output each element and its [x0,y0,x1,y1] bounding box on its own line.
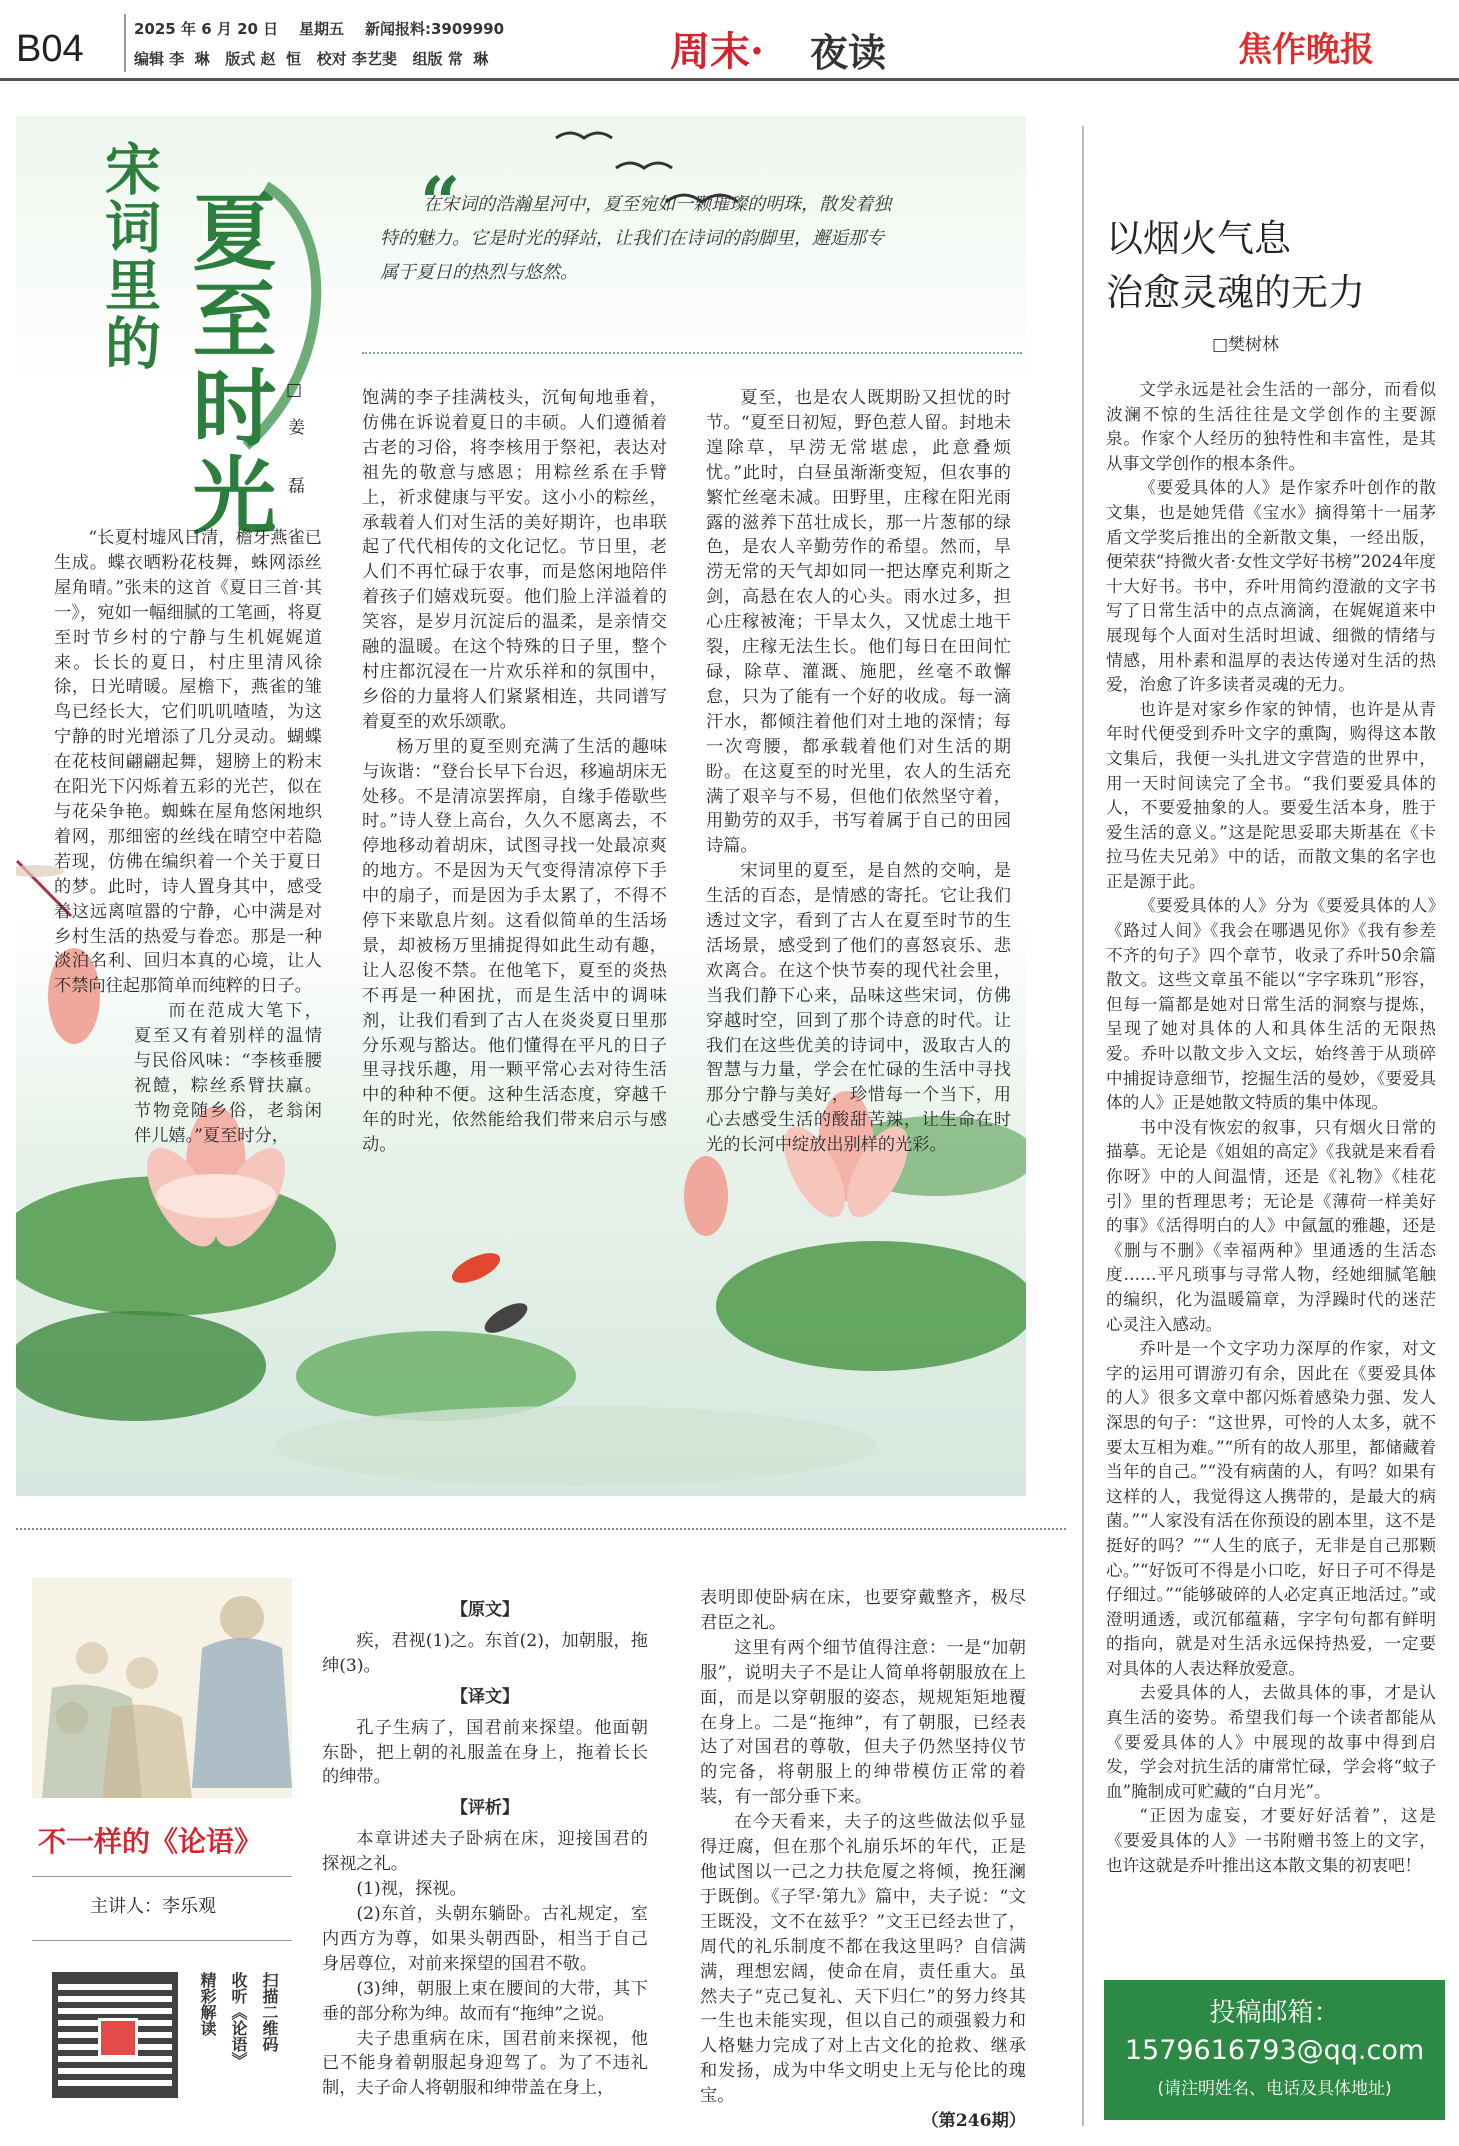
translation-text: 孔子生病了，国君前来探望。他面朝东卧，把上朝的礼服盖在身上，拖着长长的绅带。 [322,1717,648,1788]
qr-logo-icon [98,2018,138,2058]
divider [32,1940,292,1941]
column-divider [1082,126,1084,2126]
sketch-figures-icon [32,1578,292,1798]
qr-caption-1: 扫描二维码 [260,1972,279,2052]
paragraph: 夫子患重病在床，国君前来探视，他已不能身着朝服起身迎驾了。为了不违礼制，夫子命人将朝服和绅带盖在身上， [322,2028,648,2099]
newspaper-logo: 焦作晚报 [1238,30,1374,70]
qr-caption-3: 精彩解读 [198,1972,217,2036]
paragraph: (2)东首，头朝东躺卧。古礼规定，室内西方为尊，如果头朝西卧，相当于自己身居尊位，对前来探望的国君不敬。 [322,1903,648,1974]
email-label: 投稿邮箱： [1209,1998,1340,2028]
column-title: 不一样的《论语》 [38,1825,263,1858]
header-divider [124,14,126,72]
header-date-line: 2025 年 6 月 20 日 星期五 新闻报料:3909990 [134,20,505,38]
feature-pull-quote: 在宋词的浩瀚星河中，夏至宛如一颗璀璨的明珠，散发着独特的魅力。它是时光的驿站，让我们在诗词的韵脚里，邂逅那专属于夏日的热烈与悠然。 [380,194,892,283]
paragraph: 饱满的李子挂满枝头，沉甸甸地垂着，仿佛在诉说着夏日的丰硕。人们遵循着古老的习俗，将李核用于祭祀，表达对祖先的敬意与感恩；用粽丝系在手臂上，祈求健康与平安。这小小的粽丝，承载着人们对生活的美好期许，也串联起了代代相传的文化记忆。节日里，老人们不再忙碌于农事，而是悠闲地陪伴着孩子们嬉戏玩耍。他们脸上洋溢着的笑容，是岁月沉淀后的温柔，是亲情交融的温暖。在这个特殊的日子里，整个村庄都沉浸在一片欢乐祥和的氛围中，乡俗的力量将人们紧紧相连，共同谱写着夏至的欢乐颂歌。 [362,388,667,732]
feature-title-small: 宋词里的 [96,140,161,372]
header-staff-line: 编辑 李 琳 版式 赵 恒 校对 李艺斐 组版 常 琳 [134,50,489,68]
feature-column-2 [362,386,667,1158]
submission-email-box [1104,1980,1445,2120]
paragraph: 书中没有恢宏的叙事，只有烟火日常的描摹。无论是《姐姐的高定》《我就是来看看你呀》中的人间温情，还是《礼物》《桂花引》里的哲理思考；无论是《薄荷一样美好的事》《活得明白的人》中氤氲的雅趣，还是《删与不删》《幸福两种》里通透的生活态度……平凡琐事与寻常人物，经她细腻笔触的编织，化为温暖篇章，为浮躁时代的迷茫心灵注入感动。 [1106,1117,1436,1334]
paragraph: (1)视，探视。 [356,1879,467,1900]
article-title-line1: 以烟火气息 [1106,217,1291,260]
feature-column-1 [54,526,322,1149]
qr-code[interactable] [52,1972,178,2098]
paragraph: (3)绅，朝服上束在腰间的大带，其下垂的部分称为绅。故而有“拖绅”之说。 [322,1978,648,2024]
paragraph: 杨万里的夏至则充满了生活的趣味与诙谐：“登台长早下台迟，移遍胡床无处移。不是清凉罢挥扇，自缘手倦歇些时。”诗人登上高台，久久不愿离去，不停地移动着胡床，试图寻找一处最凉爽的地方。不是因为天气变得清凉停下手中的扇子，而是因为手太累了，不得不停下来歇息片刻。这看似简单的生活场景，却被杨万里捕捉得如此生动有趣，让人忍俊不禁。在他笔下，夏至的炎热不再是一种困扰，而是生活中的调味剂，让我们看到了古人在炎炎夏日里那分乐观与豁达。他们懂得在平凡的日子里寻找乐趣，用一颗平常心去对待生活中的种种不便。这种生活态度，穿越千年的时光，依然能给我们带来启示与感动。 [362,736,667,1156]
qr-caption [196,1972,281,2102]
lunyu-column-1 [322,1592,648,2101]
article-byline: □樊树林 [1212,335,1280,355]
paragraph: “正因为虚妄，才要好好活着”，这是《要爱具体的人》一书附赠书签上的文字，也许这就是乔叶推出这本散文集的初衷吧！ [1106,1806,1436,1875]
paragraph: 表明即使卧病在床，也要穿戴整齐，极尽君臣之礼。 [700,1588,1026,1633]
section-name-a: 周末· [670,28,764,75]
paragraph: “长夏村墟风日清，檐牙燕雀已生成。蝶衣晒粉花枝舞，蛛网添丝屋角晴。”张耒的这首《夏日三首·其一》，宛如一幅细腻的工笔画，将夏至时节乡村的宁静与生机娓娓道来。长长的夏日，村庄里清风徐徐，日光晴暖。屋檐下，燕雀的雏鸟已经长大，它们叽叽喳喳，为这宁静的时光增添了几分灵动。蝴蝶在花枝间翩翩起舞，翅膀上的粉末在阳光下闪烁着五彩的光芒，似在与花朵争艳。蜘蛛在屋角悠闲地织着网，那细密的丝线在晴空中若隐若现，仿佛在编织着一个关于夏日的梦。此时，诗人置身其中，感受着这远离喧嚣的宁静，心中满是对乡村生活的热爱与眷恋。那是一种淡泊名利、回归本真的心境，让人不禁向往起那简单而纯粹的日子。 [54,528,322,997]
lecturer: 主讲人：李乐观 [90,1896,216,1917]
article-title-line2: 治愈灵魂的无力 [1106,271,1365,314]
heading-original: 【原文】 [451,1600,519,1620]
paragraph: 本章讲述夫子卧病在床，迎接国君的探视之礼。 [322,1829,648,1875]
feature-byline: □姜 磊 [284,380,304,512]
paragraph: 去爱具体的人，去做具体的事，才是认真生活的姿势。希望我们每一个读者都能从《要爱具体的人》中展现的故事中得到启发，学会对抗生活的庸常忙碌，学会将“蚊子血”腌制成可贮藏的“白月光”。 [1106,1683,1436,1801]
dotted-divider [362,352,1022,354]
paragraph: 而在范成大笔下，夏至又有着别样的温情与民俗风味：“李核垂腰祝饐，粽丝系臂扶羸。节物竞随乡俗，老翁闲伴儿嬉。”夏至时分， [134,1001,322,1146]
paragraph: 在今天看来，夫子的这些做法似乎显得迂腐，但在那个礼崩乐坏的年代，正是他试图以一己之力扶危厦之将倾，挽狂澜于既倒。《子罕·第九》篇中，夫子说：“文王既没，文不在兹乎？”文王已经去世了，周代的礼乐制度不都在我这里吗？自信满满，理想宏阔，使命在肩，责任重大。虽然夫子“克己复礼、天下归仁”的努力终其一生也未能实现，但以自己的顽强毅力和人格魅力完成了对上古文化的抢救、继承和发扬，成为中华文明史上无与伦比的瑰宝。 [700,1812,1026,2107]
section-name-b: 夜读 [810,30,887,75]
feature-column-3 [706,386,1011,1158]
paragraph: 也许是对家乡作家的钟情，也许是从青年时代便受到乔叶文字的熏陶，购得这本散文集后，我便一头扎进文字营造的世界中，用一天时间读完了全书。“我们要爱具体的人，不要爱抽象的人。要爱生活本身，胜于爱生活的意义。”这是陀思妥耶夫斯基在《卡拉马佐夫兄弟》中的话，而散文集的名字也正是源于此。 [1106,699,1436,891]
paragraph: 宋词里的夏至，是自然的交响，是生活的百态，是情感的寄托。它让我们透过文字，看到了古人在夏至时节的生活场景，感受到了他们的喜怒哀乐、悲欢离合。在这个快节奏的现代社会里，当我们静下心来，品味这些宋词，仿佛穿越时空，回到了那个诗意的时代。让我们在这些优美的诗词中，汲取古人的智慧与力量，学会在忙碌的生活中寻找那分宁静与美好，珍惜每一个当下，用心去感受生活的酸甜苦辣，让生命在时光的长河中绽放出别样的光彩。 [706,861,1011,1156]
heading-translation: 【译文】 [451,1686,519,1707]
paragraph: 夏至，也是农人既期盼又担忧的时节。“夏至日初短，野色惹人留。封地未遑除草，早涝无常堪虑，此意叠烦忧。”此时，白昼虽渐渐变短，但农事的繁忙丝毫未减。田野里，庄稼在阳光雨露的滋养下茁壮成长，那一片葱郁的绿色，是农人辛勤劳作的希望。然而，旱涝无常的天气却如同一把达摩克利斯之剑，高悬在农人的心头。雨水过多，担心庄稼被淹；干旱太久，又忧虑土地干裂，庄稼无法生长。他们每日在田间忙碌，除草、灌溉、施肥，丝毫不敢懈怠，只为了能有一个好的收成。每一滴汗水，都倾注着他们对土地的深情；每一次弯腰，都承载着他们对生活的期盼。在这夏至的时光里，农人的生活充满了艰辛与不易，但他们依然坚守着，用勤劳的双手，书写着属于自己的田园诗篇。 [706,388,1011,857]
email-note: (请注明姓名、电话及具体地址) [1157,2079,1392,2099]
paragraph: 《要爱具体的人》分为《要爱具体的人》《路过人间》《我会在哪遇见你》《我有参差不齐的句子》四个章节，收录了乔叶50余篇散文。这些文章虽不能以“字字珠玑”形容，但每一篇都是她对日常生活的洞察与提炼，呈现了她对具体的人和具体生活的无限热爱。乔叶以散文步入文坛，始终善于从琐碎中捕捉诗意细节，挖掘生活的曼妙，《要爱具体的人》正是她散文特质的集中体现。 [1106,896,1436,1113]
article-body [1106,378,1436,1878]
paragraph: 《要爱具体的人》是作家乔叶创作的散文集，也是她凭借《宝水》摘得第十一届茅盾文学奖后推出的全新散文集，一经出版，便荣获“持微火者·女性文学好书榜”2024年度十大好书。书中，乔叶用简约澄澈的文字书写了日常生活中的点点滴滴，在娓娓道来中展现每个人面对生活时坦诚、细微的情绪与情感，用朴素和温厚的表达传递对生活的热爱，治愈了许多读者灵魂的无力。 [1106,478,1436,695]
page-number: B04 [16,28,84,70]
original-text: 疾，君视(1)之。东首(2)，加朝服，拖绅(3)。 [322,1630,648,1676]
paragraph: 文学永远是社会生活的一部分，而看似波澜不惊的生活往往是文学创作的主要源泉。作家个人经历的独特性和丰富性，是其从事文学创作的根本条件。 [1106,380,1436,473]
heading-commentary: 【评析】 [451,1798,519,1819]
header-rule [0,78,1459,81]
bottom-section-rule [16,1528,1066,1530]
quote-mark-icon: “ [420,161,461,244]
divider [32,1876,292,1877]
lunyu-column-2 [700,1586,1026,2134]
issue-number: （第246期） [921,2111,1026,2132]
article-title [1106,212,1365,320]
qr-caption-2: 收听《论语》 [229,1972,248,2068]
paragraph: 乔叶是一个文字功力深厚的作家，对文字的运用可谓游刃有余，因此在《要爱具体的人》很多文章中都闪烁着感染力强、发人深思的句子：“这世界，可怜的人太多，就不要太互相为难。”“所有的故人那里，都储藏着当年的自己。”“没有病菌的人，有吗？如果有这样的人，我觉得这人携带的，是最大的病菌。”“人家没有活在你预设的剧本里，这不是挺好的吗？”“人生的底子，无非是自己那颗心。”“好饭可不得是小口吃，好日子可不得是仔细过。”“能够破碎的人必定真正地活过。”或澄明通透，或沉郁蕴藉，字字句句都有鲜明的指向，就是对生活永远保持热爱，一定要对具体的人表达释放爱意。 [1106,1339,1436,1678]
email-address[interactable]: 1579616793@qq.com [1124,2035,1425,2066]
paragraph: 这里有两个细节值得注意：一是“加朝服”，说明夫子不是让人简单将朝服放在上面，而是以穿朝服的姿态，规规矩矩地覆在身上。二是“拖绅”，有了朝服，已经表达了对国君的尊敬，但夫子仍然坚持仪节的完备，将朝服上的绅带模仿正常的着装，有一部分垂下来。 [700,1637,1026,1808]
feature-title-big: 夏至时光 [179,188,277,540]
confucius-illustration [32,1578,292,1798]
